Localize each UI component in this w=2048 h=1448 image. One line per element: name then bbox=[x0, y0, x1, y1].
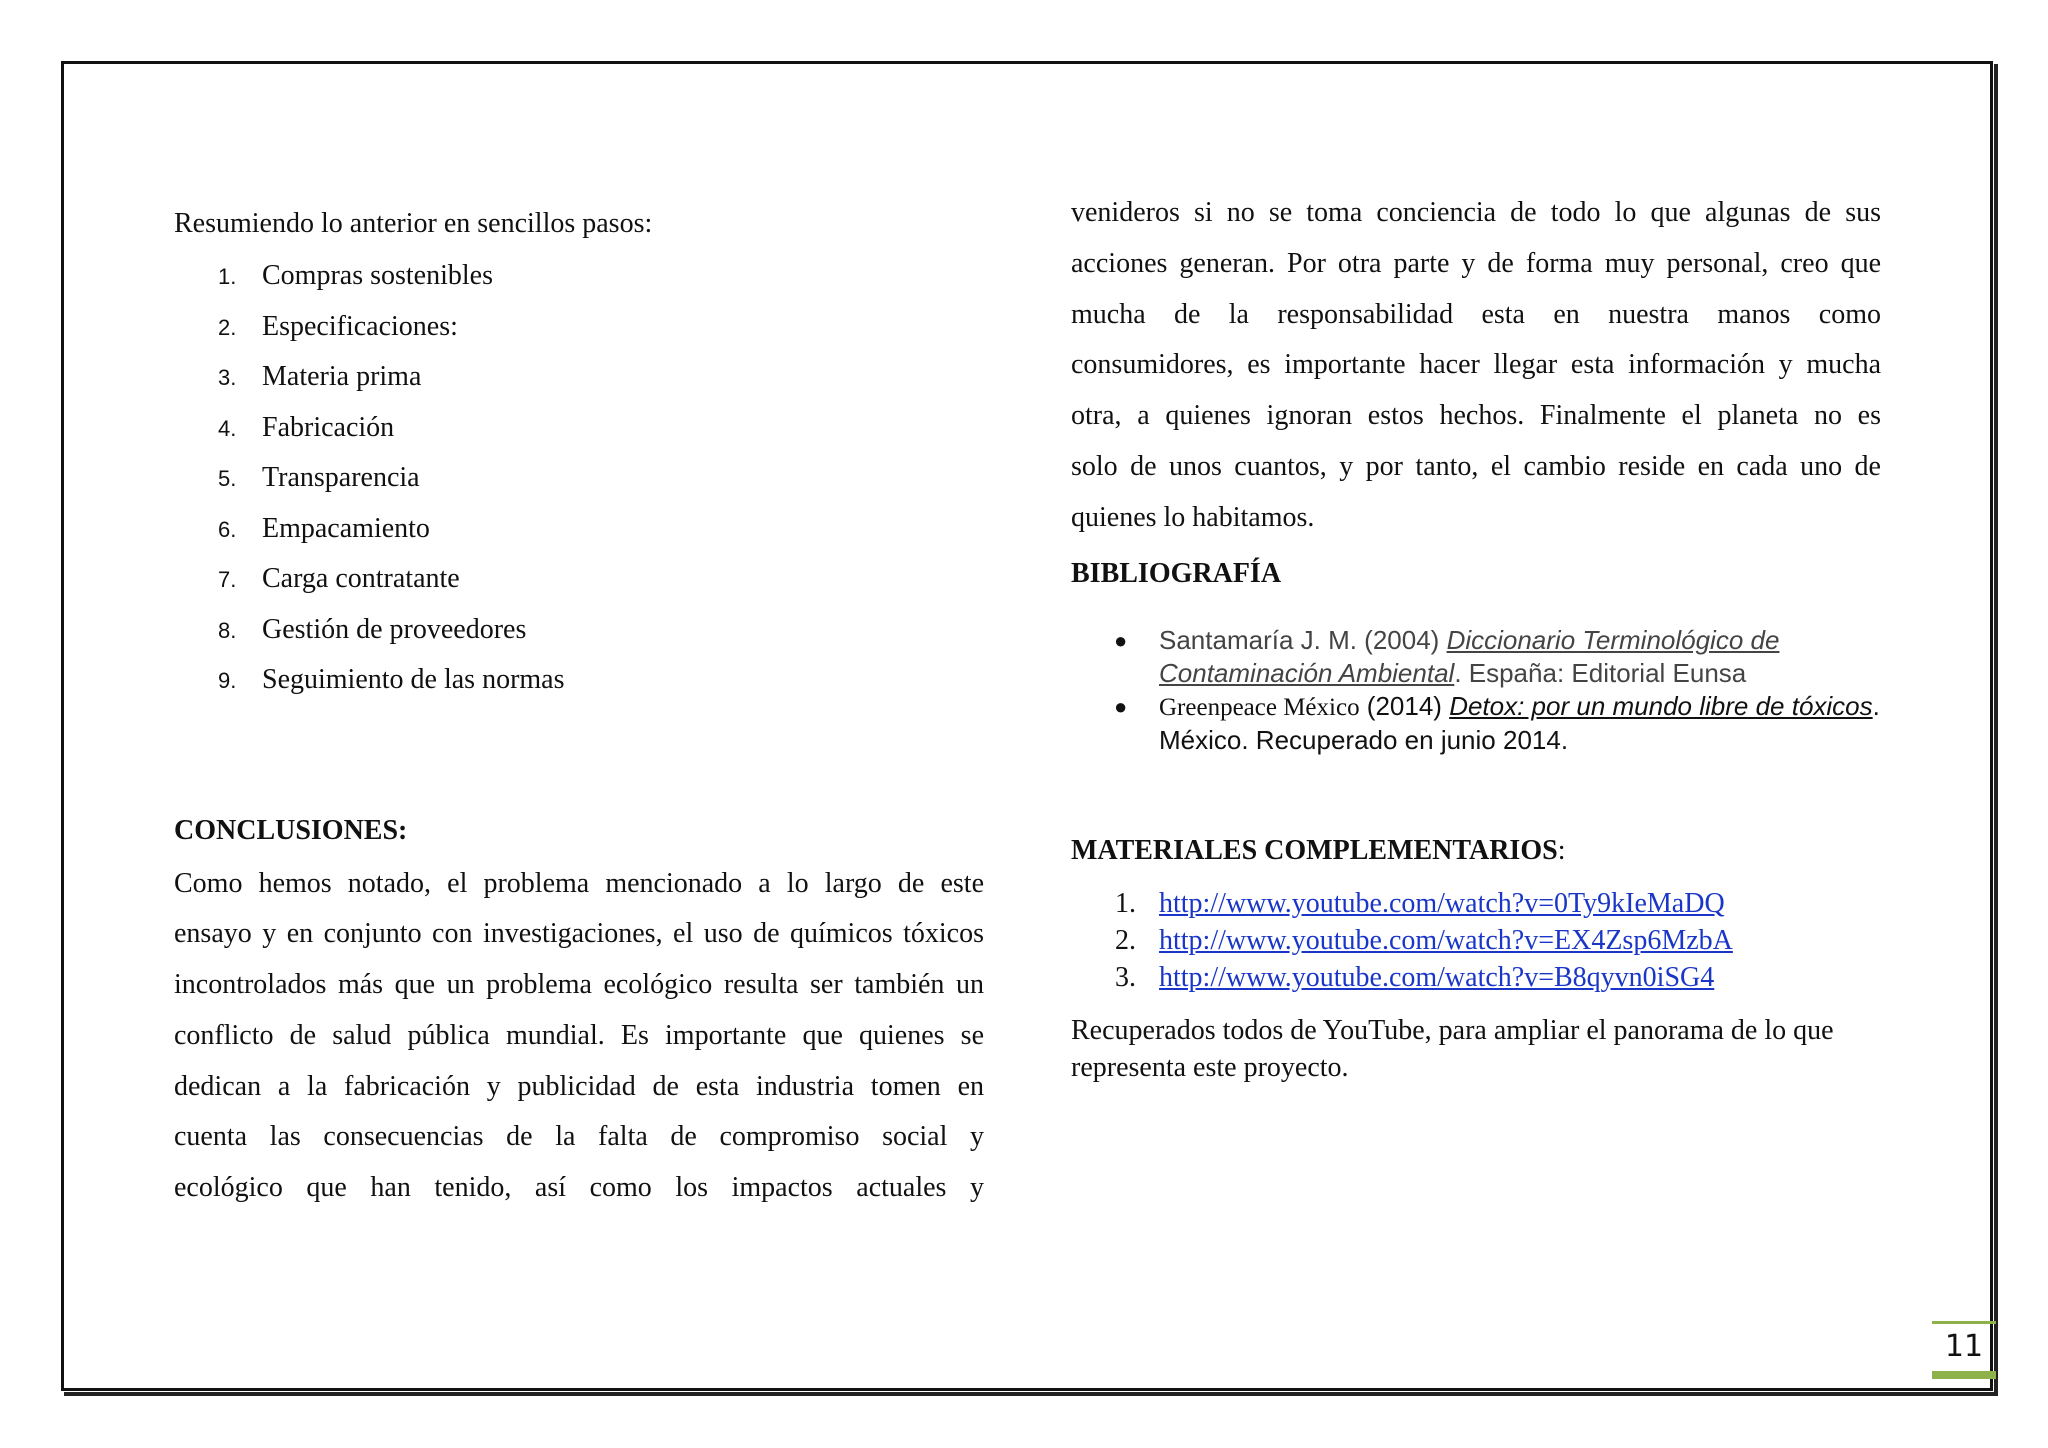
paragraph-line: otra, a quienes ignoran estos hechos. Finalmente el planeta no es bbox=[1071, 400, 1881, 432]
intro-text: Resumiendo lo anterior en sencillos pasos: bbox=[174, 208, 653, 239]
list-item: 3. Materia prima bbox=[218, 361, 422, 392]
page-shadow-right bbox=[1994, 64, 1998, 1395]
list-item: 4. Fabricación bbox=[218, 411, 395, 443]
list-item: 1. http://www.youtube.com/watch?v=0Ty9kIeMaDQ bbox=[1071, 885, 1881, 922]
list-item: 6. Empacamiento bbox=[218, 512, 430, 544]
materials-links-list bbox=[1071, 885, 1881, 996]
paragraph-line: Como hemos notado, el problema mencionado a lo largo de este bbox=[174, 867, 984, 899]
list-item: 1. Compras sostenibles bbox=[218, 260, 493, 291]
left-column bbox=[174, 200, 984, 1214]
conclusions-heading: CONCLUSIONES: bbox=[174, 814, 408, 846]
youtube-link[interactable]: http://www.youtube.com/watch?v=B8qyvn0iSG4 bbox=[1159, 961, 1715, 993]
list-item: 5. Transparencia bbox=[218, 462, 420, 493]
reference-title: Diccionario Terminológico de Contaminación Ambiental bbox=[1159, 624, 1780, 688]
bibliography-heading: BIBLIOGRAFÍA bbox=[1071, 557, 1282, 589]
closing-paragraph bbox=[1071, 1012, 1881, 1086]
continuation-paragraph bbox=[1071, 188, 1881, 544]
youtube-link[interactable]: http://www.youtube.com/watch?v=0Ty9kIeMaDQ bbox=[1159, 887, 1725, 919]
list-item: 3. http://www.youtube.com/watch?v=B8qyvn0iSG4 bbox=[1071, 959, 1881, 996]
materials-heading: MATERIALES COMPLEMENTARIOS: bbox=[1071, 834, 1566, 866]
page-number-top-rule bbox=[1932, 1321, 1996, 1324]
bibliography-item: ● Greenpeace México (2014) Detox: por un mundo libre de tóxicos. México. Recuperado en junio 2014. bbox=[1114, 690, 1880, 755]
paragraph-line: ensayo y en conjunto con investigaciones, el uso de químicos tóxicos bbox=[174, 918, 984, 950]
bibliography-item: ● Santamaría J. M. (2004) Diccionario Terminológico de Contaminación Ambiental. España: Editorial Eunsa bbox=[1114, 624, 1780, 688]
conclusions-paragraph bbox=[174, 859, 984, 1215]
paragraph-line: venideros si no se toma conciencia de todo lo que algunas de sus bbox=[1071, 197, 1881, 228]
bibliography-list bbox=[1071, 624, 1881, 757]
reference-title: Detox: por un mundo libre de tóxicos bbox=[1449, 690, 1873, 721]
paragraph-line: mucha de la responsabilidad esta en nuestra manos como bbox=[1071, 298, 1881, 330]
paragraph-line: incontrolados más que un problema ecológico resulta ser también un bbox=[174, 969, 984, 1001]
paragraph-line: dedican a la fabricación y publicidad de esta industria tomen en bbox=[174, 1070, 984, 1102]
list-item: 2. Especificaciones: bbox=[218, 310, 458, 342]
page-number-box bbox=[1932, 1321, 1996, 1369]
steps-list bbox=[174, 260, 984, 715]
paragraph-line: quienes lo habitamos. bbox=[1071, 501, 1315, 533]
paragraph-line: ecológico que han tenido, así como los impactos actuales y bbox=[174, 1172, 984, 1204]
list-item: 8. Gestión de proveedores bbox=[218, 613, 527, 645]
bullet-icon: ● bbox=[1114, 693, 1128, 719]
right-column bbox=[1071, 197, 1881, 1086]
page-number: 11 bbox=[1944, 1329, 1984, 1364]
paragraph-line: acciones generan. Por otra parte y de forma muy personal, creo que bbox=[1071, 247, 1881, 279]
page-shadow-bottom bbox=[64, 1392, 1998, 1396]
list-item: 9. Seguimiento de las normas bbox=[218, 664, 565, 695]
paragraph-line: solo de unos cuantos, y por tanto, el cambio reside en cada uno de bbox=[1071, 450, 1881, 482]
list-item: 7. Carga contratante bbox=[218, 563, 460, 594]
page-number-bottom-rule bbox=[1932, 1371, 1996, 1379]
paragraph-line: consumidores, es importante hacer llegar esta información y mucha bbox=[1071, 349, 1881, 381]
list-item: 2. http://www.youtube.com/watch?v=EX4Zsp6MzbA bbox=[1071, 922, 1881, 959]
paragraph-line: Recuperados todos de YouTube, para ampliar el panorama de lo que bbox=[1071, 1014, 1834, 1046]
paragraph-line: representa este proyecto. bbox=[1071, 1051, 1349, 1083]
youtube-link[interactable]: http://www.youtube.com/watch?v=EX4Zsp6MzbA bbox=[1159, 924, 1733, 956]
paragraph-line: cuenta las consecuencias de la falta de compromiso social y bbox=[174, 1121, 984, 1153]
paragraph-line: conflicto de salud pública mundial. Es importante que quienes se bbox=[174, 1019, 984, 1051]
bullet-icon: ● bbox=[1114, 627, 1128, 653]
